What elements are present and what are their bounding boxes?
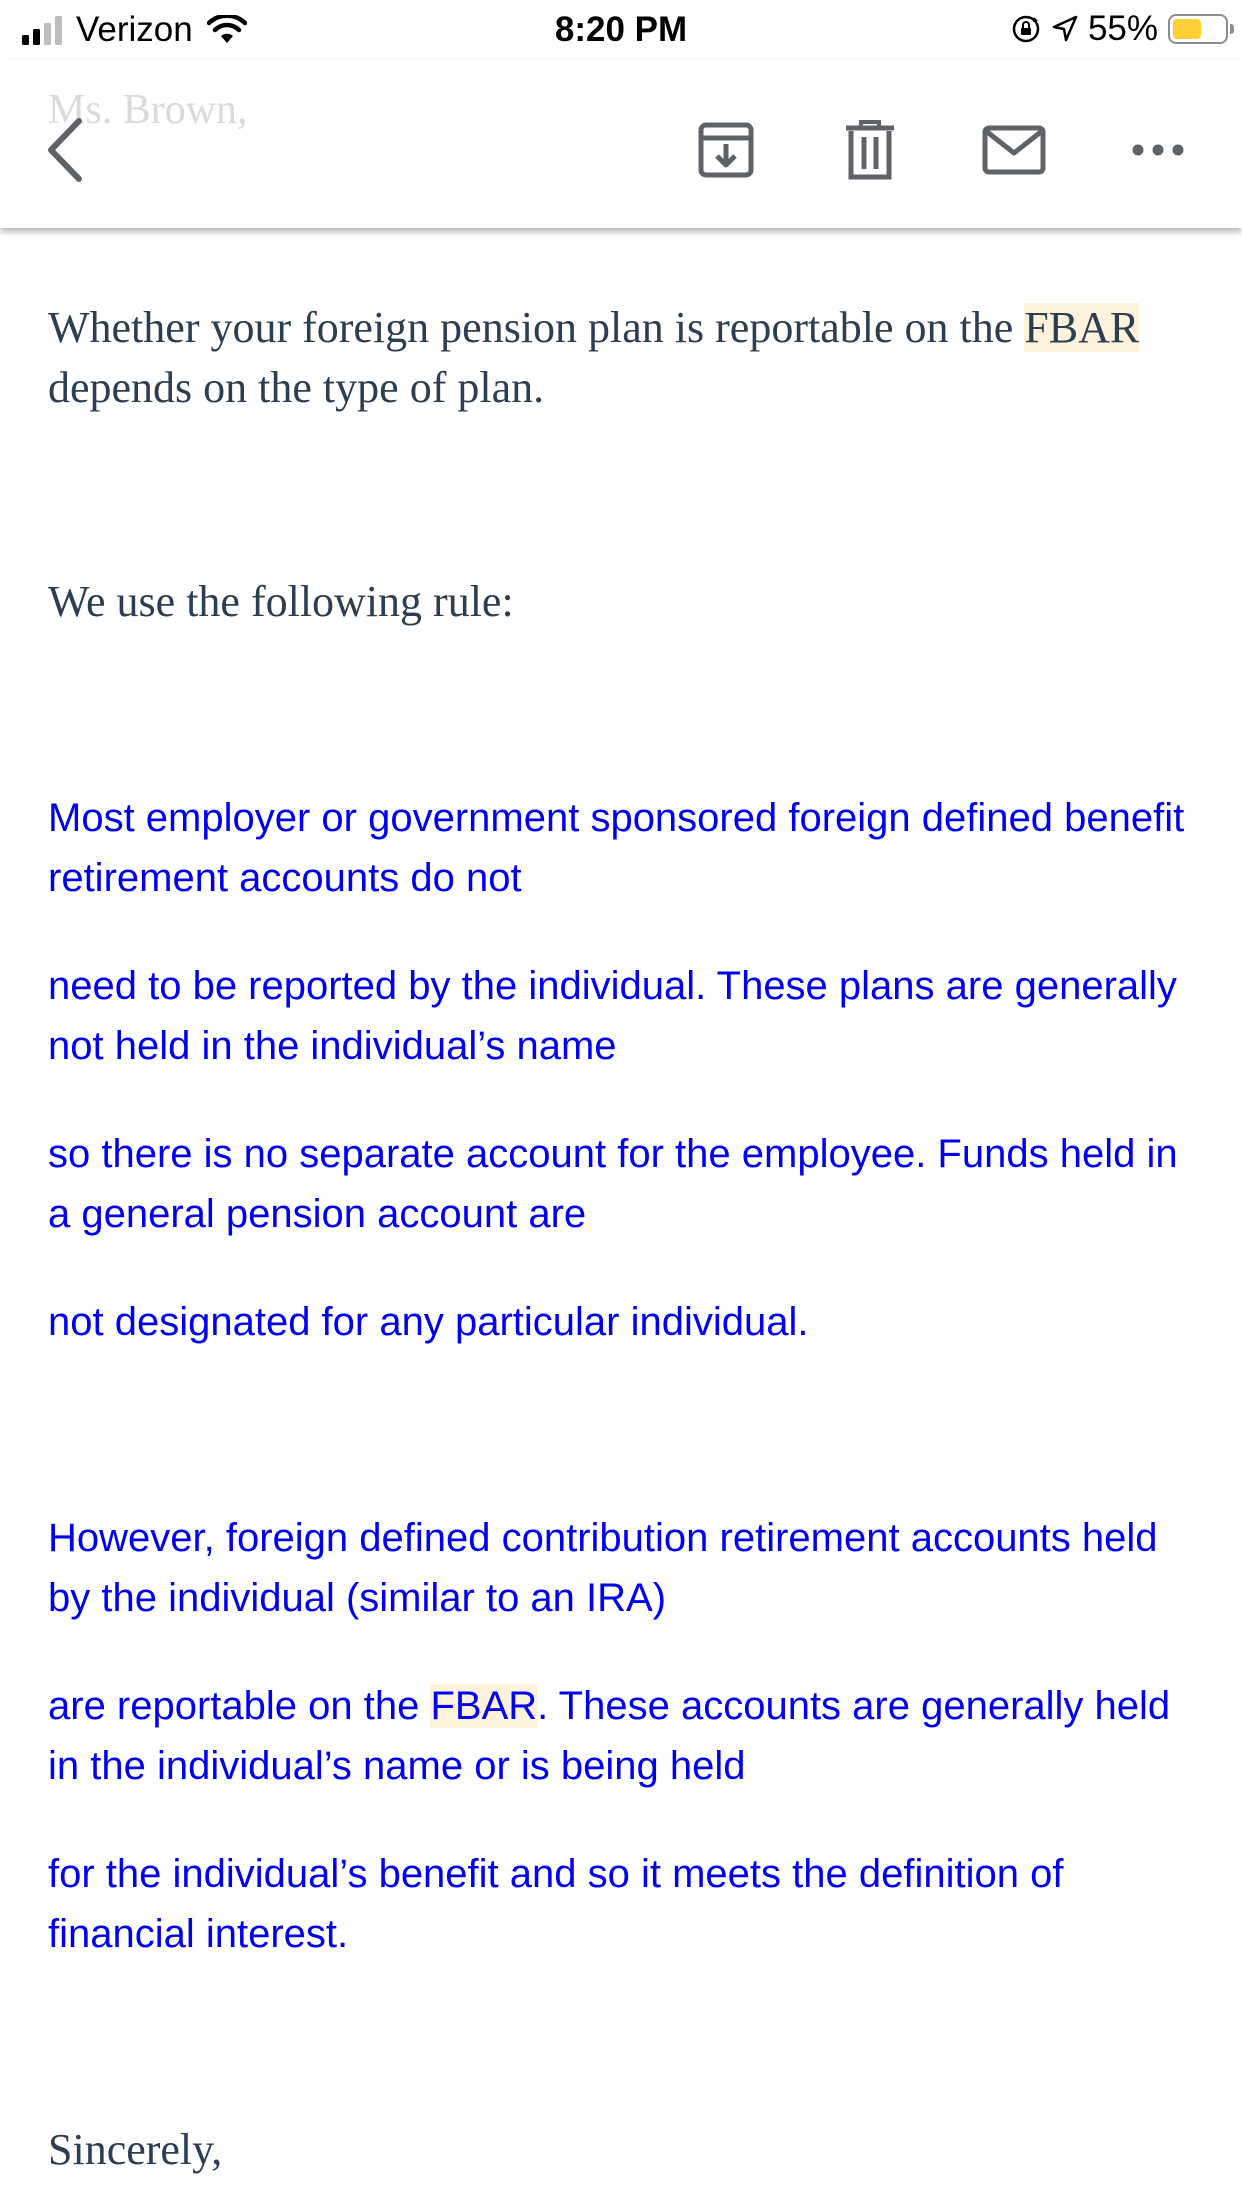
rule-paragraph-3: so there is no separate account for the employee. Funds held in a general pension account are — [48, 1132, 1178, 1236]
battery-percentage: 55% — [1087, 9, 1158, 48]
status-time: 8:20 PM — [554, 10, 688, 49]
scrolled-greeting-text: Ms. Brown, — [48, 87, 248, 133]
back-button[interactable] — [24, 110, 104, 190]
archive-icon — [696, 120, 756, 180]
back-chevron-icon — [39, 115, 89, 185]
more-options-button[interactable] — [1118, 110, 1198, 190]
rule-paragraph-7: for the individual’s benefit and so it meets the definition of financial interest. — [48, 1852, 1064, 1956]
carrier-name: Verizon — [76, 10, 193, 49]
mail-icon — [982, 125, 1046, 175]
rule-paragraph-4: not designated for any particular individual. — [48, 1300, 809, 1344]
trash-icon — [843, 119, 897, 181]
more-icon — [1130, 140, 1186, 160]
rule-paragraph-1: Most employer or government sponsored foreign defined benefit retirement accounts do not — [48, 796, 1185, 900]
rule-paragraph-5: However, foreign defined contribution retirement accounts held by the individual (similar to an IRA) — [48, 1516, 1158, 1620]
rule-paragraph-6: are reportable on the FBAR. These accounts are generally held in the individual’s name or is being held — [48, 1684, 1171, 1788]
paragraph-intro: Whether your foreign pension plan is reportable on the FBAR depends on the type of plan. — [48, 303, 1140, 412]
mark-unread-button[interactable] — [974, 110, 1054, 190]
rule-paragraph-2: need to be reported by the individual. These plans are generally not held in the individual’s name — [48, 964, 1177, 1068]
closing-text: Sincerely, — [48, 2125, 223, 2174]
delete-button[interactable] — [830, 110, 910, 190]
archive-button[interactable] — [686, 110, 766, 190]
paragraph-rule-intro: We use the following rule: — [48, 577, 514, 626]
highlighted-term-fbar: FBAR — [1024, 303, 1140, 352]
highlighted-term-fbar: FBAR — [430, 1684, 538, 1728]
message-toolbar — [0, 60, 1242, 228]
